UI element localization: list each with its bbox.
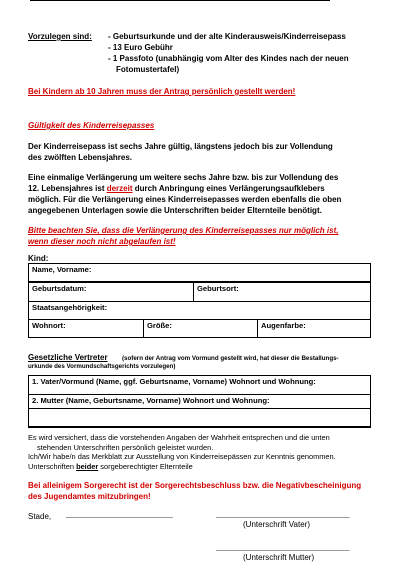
child-eyecolor-label: Augenfarbe: [261, 321, 306, 330]
father-signature-line[interactable]: ______________________________ [216, 509, 350, 518]
mother-signature-line[interactable]: ______________________________ [216, 542, 350, 551]
validity-text: des zwölften Lebensjahres. [28, 153, 133, 162]
extension-text: Eine einmalige Verlängerung um weitere sechs Jahre bzw. bis zur Vollendung des [28, 173, 339, 182]
extension-emphasis: derzeit [106, 184, 133, 193]
declaration-line [28, 462, 336, 472]
extension-text-part: durch Anbringung eines Verlängerungsaufklebers [132, 184, 325, 193]
extension-text-part: 12. Lebensjahres ist [28, 184, 107, 193]
child-residence-field[interactable] [28, 319, 144, 338]
representatives-heading: Gesetzliche Vertreter [28, 353, 108, 362]
child-eyecolor-field[interactable] [257, 319, 371, 338]
child-nationality-label: Staatsangehörigkeit: [32, 303, 108, 312]
father-signature-caption: (Unterschrift Vater) [243, 520, 310, 529]
required-doc-item: - 13 Euro Gebühr [108, 43, 173, 52]
validity-text: Der Kinderreisepass ist sechs Jahre gültig, längstens jedoch bis zur Vollendung [28, 142, 333, 151]
age-notice: Bei Kindern ab 10 Jahren muss der Antrag persönlich gestellt werden! [28, 87, 296, 96]
child-birthplace-field[interactable] [193, 282, 371, 302]
required-doc-item: Fotomustertafel) [116, 65, 180, 74]
declaration-line: stehenden Unterschriften persönlich geleistet wurden. [37, 442, 214, 452]
declaration-emphasis: beider [76, 461, 99, 471]
declaration-part: Unterschriften [28, 461, 77, 471]
declaration-part: sorgeberechtigter Elternteile [98, 461, 193, 471]
child-name-label: Name, Vorname: [32, 265, 92, 274]
required-docs-label: Vorzulegen sind: [28, 32, 92, 41]
child-residence-label: Wohnort: [32, 321, 66, 330]
extension-text: angegebenen Unterlagen sowie die Unterschriften beider Elternteile benötigt. [28, 206, 322, 215]
child-birthplace-label: Geburtsort: [197, 284, 239, 293]
child-height-field[interactable] [143, 319, 258, 338]
representatives-note: (sofern der Antrag vom Vormund gestellt wird, hat dieser die Bestallungs- [122, 355, 339, 362]
custody-notice: Bei alleinigem Sorgerecht ist der Sorgerechtsbeschluss bzw. die Negativbescheinigung [28, 481, 362, 490]
extension-text [28, 184, 325, 194]
declaration-line: Ich/Wir habe/n das Merkblatt zur Ausstellung von Kinderreisepässen zur Kenntnis genommen. [28, 452, 336, 462]
child-name-field[interactable] [28, 263, 371, 282]
place-label: Stade, [28, 512, 52, 521]
child-nationality-field[interactable] [28, 301, 371, 320]
declaration-text [28, 433, 336, 471]
required-doc-item: - 1 Passfoto (unabhängig vom Alter des Kindes nach der neuen [108, 54, 349, 63]
mother-field[interactable] [28, 394, 371, 427]
child-birthdate-field[interactable] [28, 282, 194, 302]
mother-label: 2. Mutter (Name, Geburtsname, Vorname) Wohnort und Wohnung: [32, 396, 270, 405]
date-line[interactable]: ________________________ [66, 509, 173, 518]
required-doc-item: - Geburtsurkunde und der alte Kinderausweis/Kinderreisepass [108, 32, 346, 41]
extension-warning: wenn dieser noch nicht abgelaufen ist! [28, 237, 176, 246]
mother-signature-caption: (Unterschrift Mutter) [243, 553, 315, 562]
child-height-label: Größe: [147, 321, 172, 330]
top-rule [30, 0, 330, 4]
declaration-line: Es wird versichert, dass die vorstehenden Angaben der Wahrheit entsprechen und die unten [28, 433, 330, 442]
child-heading: Kind: [28, 254, 49, 263]
validity-heading: Gültigkeit des Kinderreisepasses [28, 121, 155, 130]
representatives-note: urkunde des Vormundschaftsgerichts vorzulegen) [28, 363, 176, 370]
custody-notice: des Jugendamtes mitzubringen! [28, 492, 151, 501]
extension-warning: Bitte beachten Sie, dass die Verlängerung des Kinderreisepasses nur möglich ist, [28, 226, 339, 235]
child-birthdate-label: Geburtsdatum: [32, 284, 87, 293]
father-label: 1. Vater/Vormund (Name, ggf. Geburtsname, Vorname) Wohnort und Wohnung: [32, 377, 316, 386]
extension-text: möglich. Für die Verlängerung eines Kinderreisepasses werden ebenfalls die oben [28, 195, 342, 204]
